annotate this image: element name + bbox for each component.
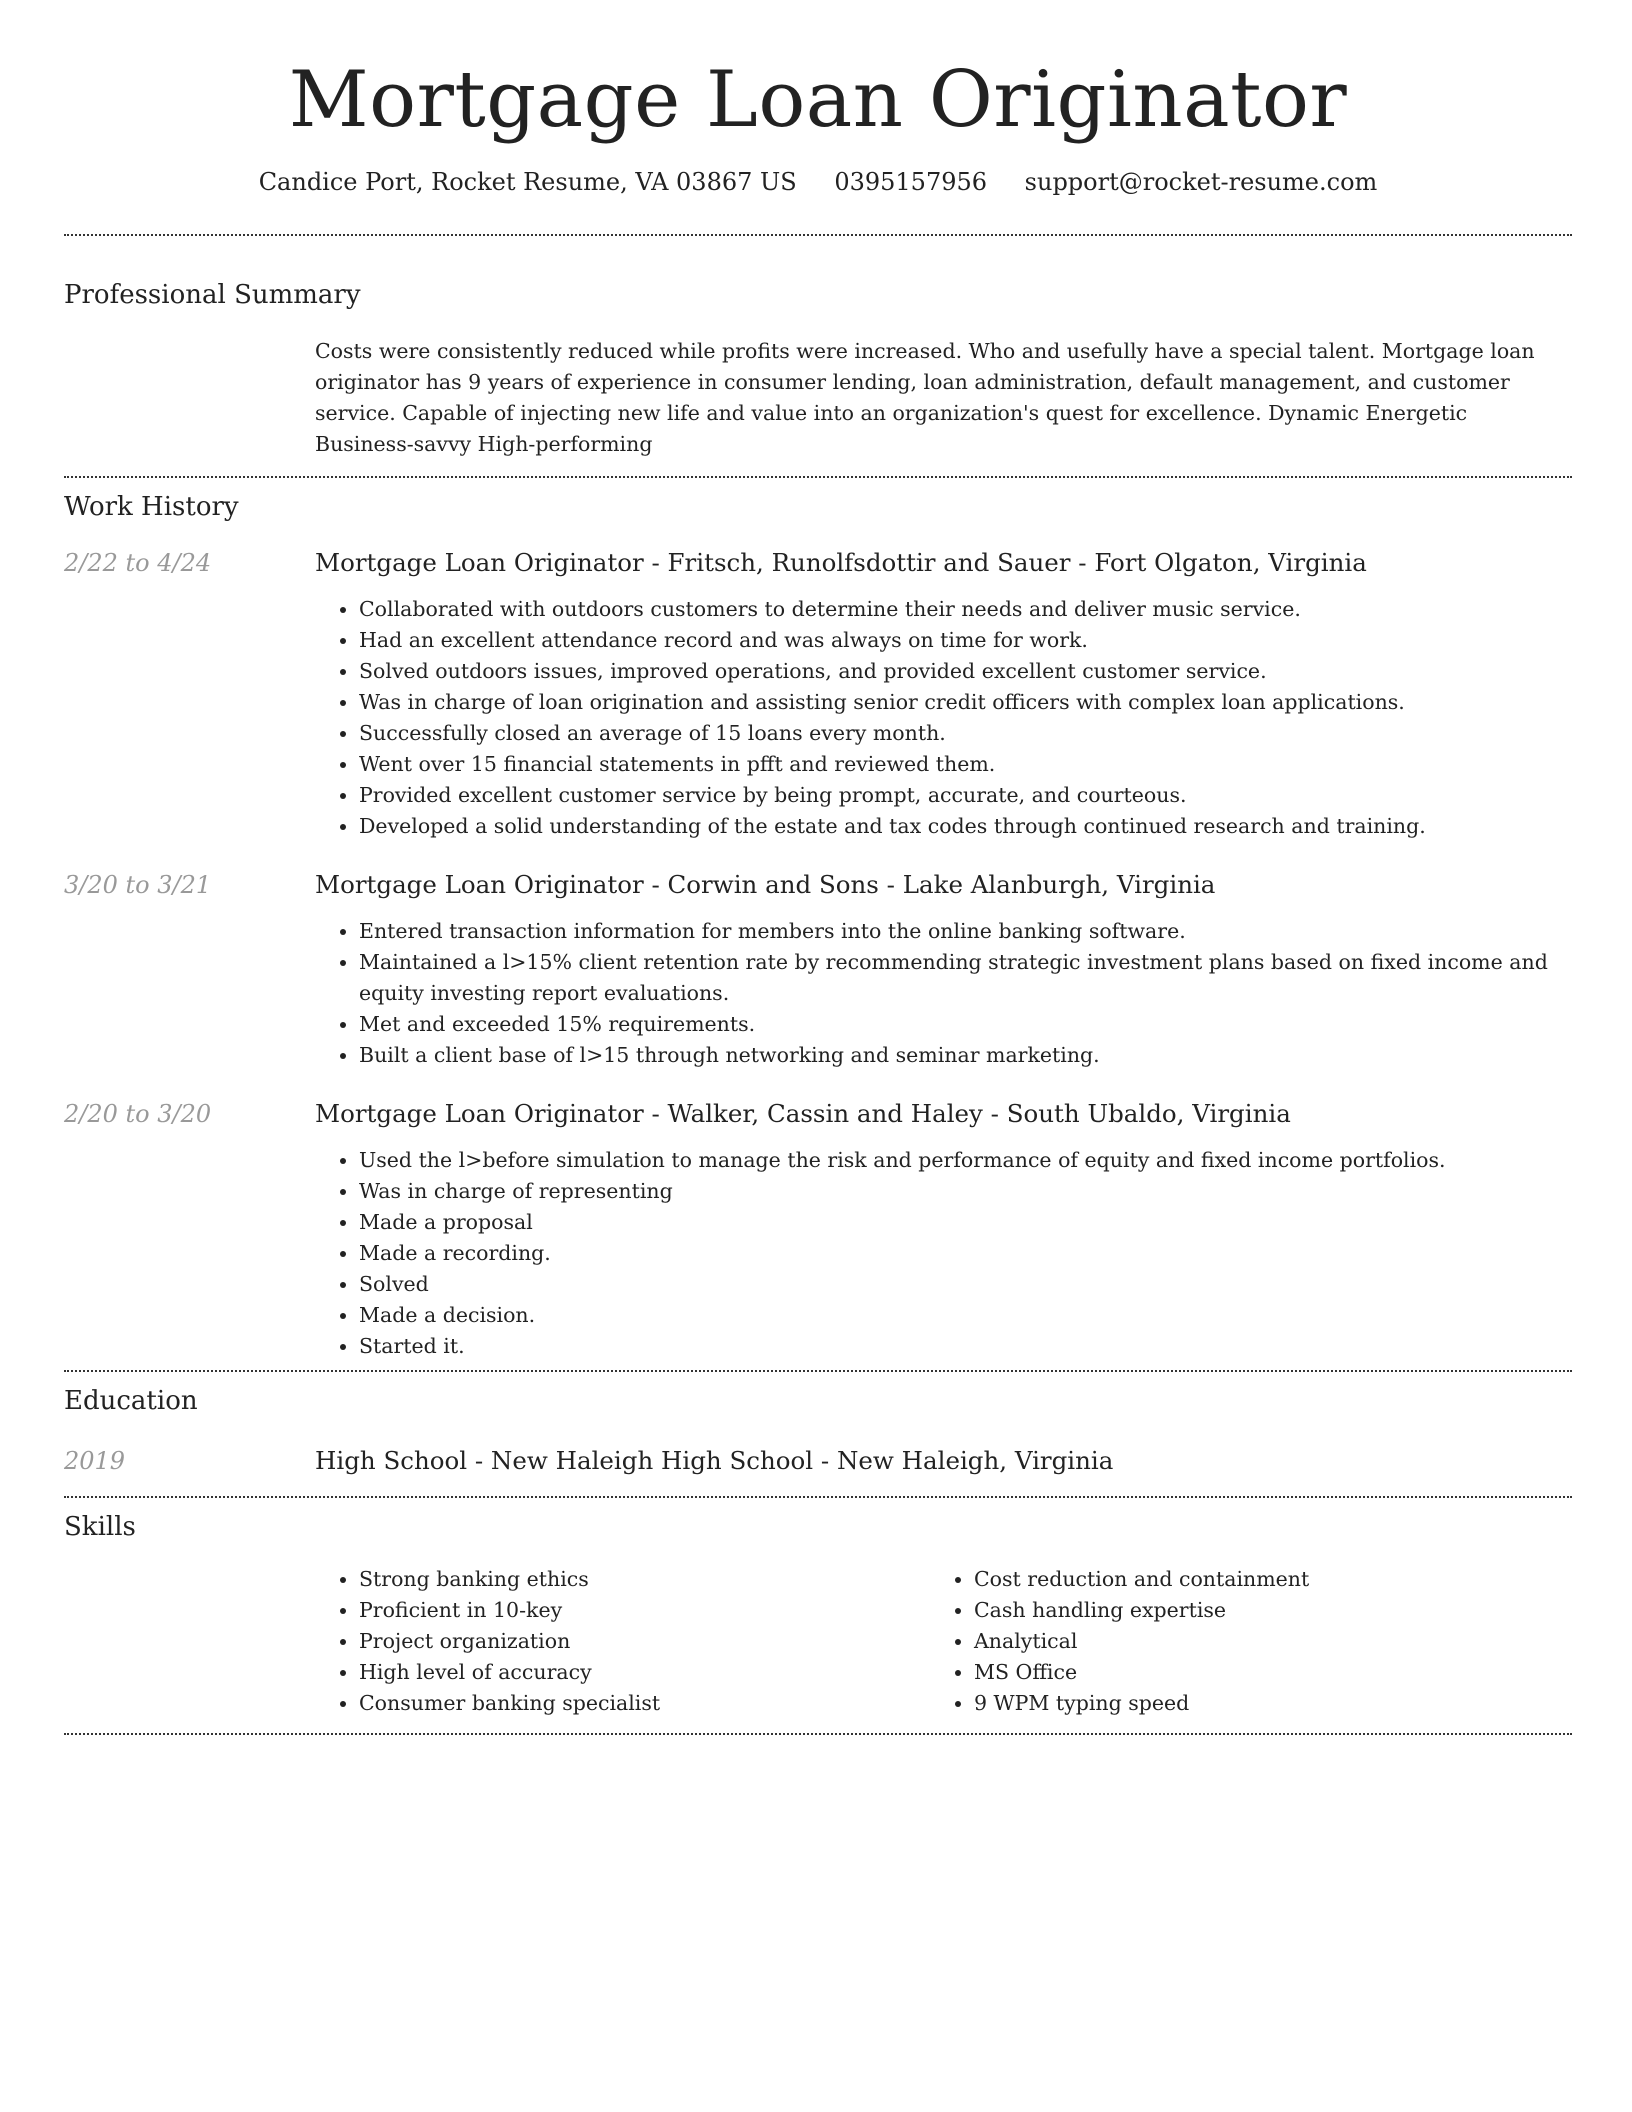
section-divider — [64, 476, 1572, 478]
job-entry — [64, 1097, 1572, 1362]
skill-item: • Consumer banking specialist — [359, 1688, 930, 1719]
job-bullets — [315, 916, 1572, 1071]
job-body — [315, 1097, 1572, 1362]
job-bullet: • Was in charge of representing — [359, 1176, 1572, 1207]
skill-item: • Project organization — [359, 1626, 930, 1657]
job-bullet: • Made a decision. — [359, 1300, 1572, 1331]
job-dates: 3/20 to 3/21 — [64, 871, 212, 899]
job-body — [315, 546, 1572, 842]
job-bullet: • Entered transaction information for members into the online banking software. — [359, 916, 1572, 947]
job-bullet: • Provided excellent customer service by being prompt, accurate, and courteous. — [359, 780, 1572, 811]
education-title: Education — [64, 1386, 198, 1416]
job-dates: 2/22 to 4/24 — [64, 549, 212, 577]
job-bullet: • Solved outdoors issues, improved operations, and provided excellent customer service. — [359, 656, 1572, 687]
job-heading: Mortgage Loan Originator - Corwin and Sons - Lake Alanburgh, Virginia — [315, 870, 1216, 899]
skills-title: Skills — [64, 1512, 136, 1542]
job-bullets — [315, 1145, 1572, 1362]
job-bullet: • Went over 15 financial statements in pfft and reviewed them. — [359, 749, 1572, 780]
skill-item: • Proficient in 10-key — [359, 1595, 930, 1626]
skill-item: • Strong banking ethics — [359, 1564, 930, 1595]
job-dates: 2/20 to 3/20 — [64, 1100, 212, 1128]
skill-item: • Cash handling expertise — [974, 1595, 1545, 1626]
job-bullets — [315, 594, 1572, 842]
contact-email: support@rocket-resume.com — [1024, 168, 1378, 196]
contact-phone: 0395157956 — [834, 168, 988, 196]
education-entry — [64, 1444, 1572, 1478]
job-bullet: • Solved — [359, 1269, 1572, 1300]
resume-page — [64, 0, 1572, 1735]
job-heading: Mortgage Loan Originator - Walker, Cassin and Haley - South Ubaldo, Virginia — [315, 1099, 1291, 1128]
section-divider — [64, 234, 1572, 236]
education-year: 2019 — [64, 1447, 126, 1475]
skills-column-right — [930, 1564, 1545, 1719]
skill-item: • MS Office — [974, 1657, 1545, 1688]
job-bullet: • Met and exceeded 15% requirements. — [359, 1009, 1572, 1040]
job-bullet: • Had an excellent attendance record and was always on time for work. — [359, 625, 1572, 656]
job-body — [315, 868, 1572, 1071]
skill-item: • 9 WPM typing speed — [974, 1688, 1545, 1719]
work-history-title: Work History — [64, 492, 239, 522]
summary-text: Costs were consistently reduced while profits were increased. Who and usefully have a special talent. Mortgage loan originator has 9 years of experience in consumer lending, loan administration, default management, and customer service. Capable of injecting new life and value into an organization's quest for excellence. Dynamic Energetic Business-savvy High-performing — [315, 339, 1535, 456]
skills-column-left — [315, 1564, 930, 1719]
skills-grid — [315, 1564, 1572, 1719]
skill-item: • High level of accuracy — [359, 1657, 930, 1688]
section-divider — [64, 1733, 1572, 1735]
education-heading: High School - New Haleigh High School - New Haleigh, Virginia — [315, 1446, 1114, 1475]
job-bullet: • Was in charge of loan origination and assisting senior credit officers with complex loan applications. — [359, 687, 1572, 718]
summary-title: Professional Summary — [64, 280, 361, 310]
job-bullet: • Collaborated with outdoors customers to determine their needs and deliver music service. — [359, 594, 1572, 625]
job-bullet: • Made a recording. — [359, 1238, 1572, 1269]
job-entry — [64, 546, 1572, 842]
section-divider — [64, 1496, 1572, 1498]
resume-name: Mortgage Loan Originator — [288, 55, 1348, 145]
job-entry — [64, 868, 1572, 1071]
contact-address: Candice Port, Rocket Resume, VA 03867 US — [258, 168, 797, 196]
job-heading: Mortgage Loan Originator - Fritsch, Runolfsdottir and Sauer - Fort Olgaton, Virginia — [315, 548, 1367, 577]
job-bullet: • Developed a solid understanding of the estate and tax codes through continued research and training. — [359, 811, 1572, 842]
section-divider — [64, 1370, 1572, 1372]
job-bullet: • Built a client base of l>15 through networking and seminar marketing. — [359, 1040, 1572, 1071]
skill-item: • Analytical — [974, 1626, 1545, 1657]
contact-line — [64, 166, 1572, 198]
job-bullet: • Made a proposal — [359, 1207, 1572, 1238]
job-bullet: • Successfully closed an average of 15 loans every month. — [359, 718, 1572, 749]
job-bullet: • Started it. — [359, 1331, 1572, 1362]
skill-item: • Cost reduction and containment — [974, 1564, 1545, 1595]
job-bullet: • Maintained a l>15% client retention rate by recommending strategic investment plans based on fixed income and equity investing report evaluations. — [359, 947, 1572, 1009]
job-list — [64, 546, 1572, 1362]
job-bullet: • Used the l>before simulation to manage the risk and performance of equity and fixed income portfolios. — [359, 1145, 1572, 1176]
